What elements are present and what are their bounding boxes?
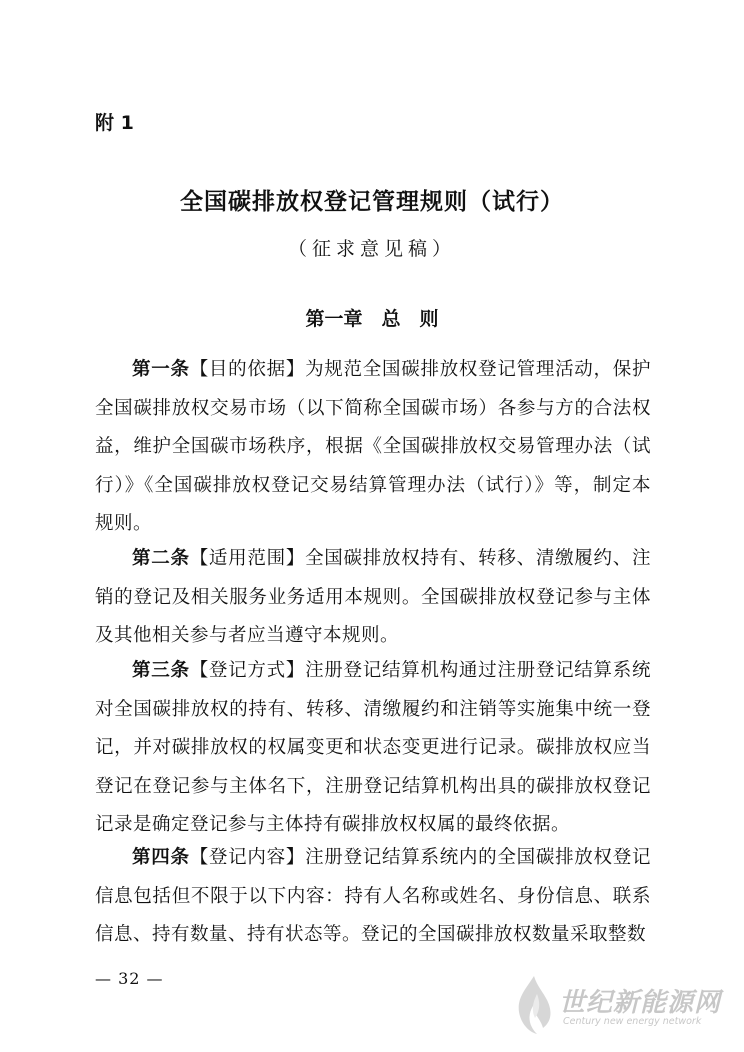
- document-subtitle: （征求意见稿）: [287, 238, 456, 260]
- watermark-brand: 世纪新能源网: [559, 988, 722, 1018]
- article-paragraph: [95, 540, 651, 656]
- article-text: 【登记内容】注册登记结算系统内的全国碳排放权登记信息包括但不限于以下内容：持有人名称或姓名、身份信息、联系信息、持有数量、持有状态等。登记的全国碳排放权数量采取整数: [95, 847, 651, 946]
- chapter-heading: 第一章 总 则: [305, 308, 439, 330]
- flame-logo-icon: [507, 972, 561, 1038]
- article-paragraph: [95, 652, 651, 845]
- article-paragraph: [95, 351, 651, 544]
- article-paragraph: [95, 839, 651, 955]
- page-number: — 32 —: [95, 969, 164, 988]
- article-heading: 第三条: [132, 660, 190, 681]
- article-heading: 第四条: [132, 847, 190, 868]
- article-heading: 第一条: [132, 359, 190, 380]
- document-title: 全国碳排放权登记管理规则（试行）: [180, 189, 564, 215]
- article-text: 【登记方式】注册登记结算机构通过注册登记结算系统对全国碳排放权的持有、转移、清缴履约和注销等实施集中统一登记，并对碳排放权的权属变更和状态变更进行记录。碳排放权应当登记在登记参与主体名下，注册登记结算机构出具的碳排放权登记记录是确定登记参与主体持有碳排放权权属的最终依据。: [95, 660, 651, 836]
- watermark: [507, 972, 732, 1038]
- article-text: 【目的依据】为规范全国碳排放权登记管理活动，保护全国碳排放权交易市场（以下简称全国碳市场）各参与方的合法权益，维护全国碳市场秩序，根据《全国碳排放权交易管理办法（试行）》《全国碳排放权登记交易结算管理办法（试行）》等，制定本规则。: [95, 359, 651, 535]
- watermark-tagline: Century new energy network: [563, 1016, 702, 1027]
- attachment-label: 附 1: [95, 112, 134, 134]
- article-text: 【适用范围】全国碳排放权持有、转移、清缴履约、注销的登记及相关服务业务适用本规则。全国碳排放权登记参与主体及其他相关参与者应当遵守本规则。: [95, 548, 651, 647]
- article-heading: 第二条: [132, 548, 190, 569]
